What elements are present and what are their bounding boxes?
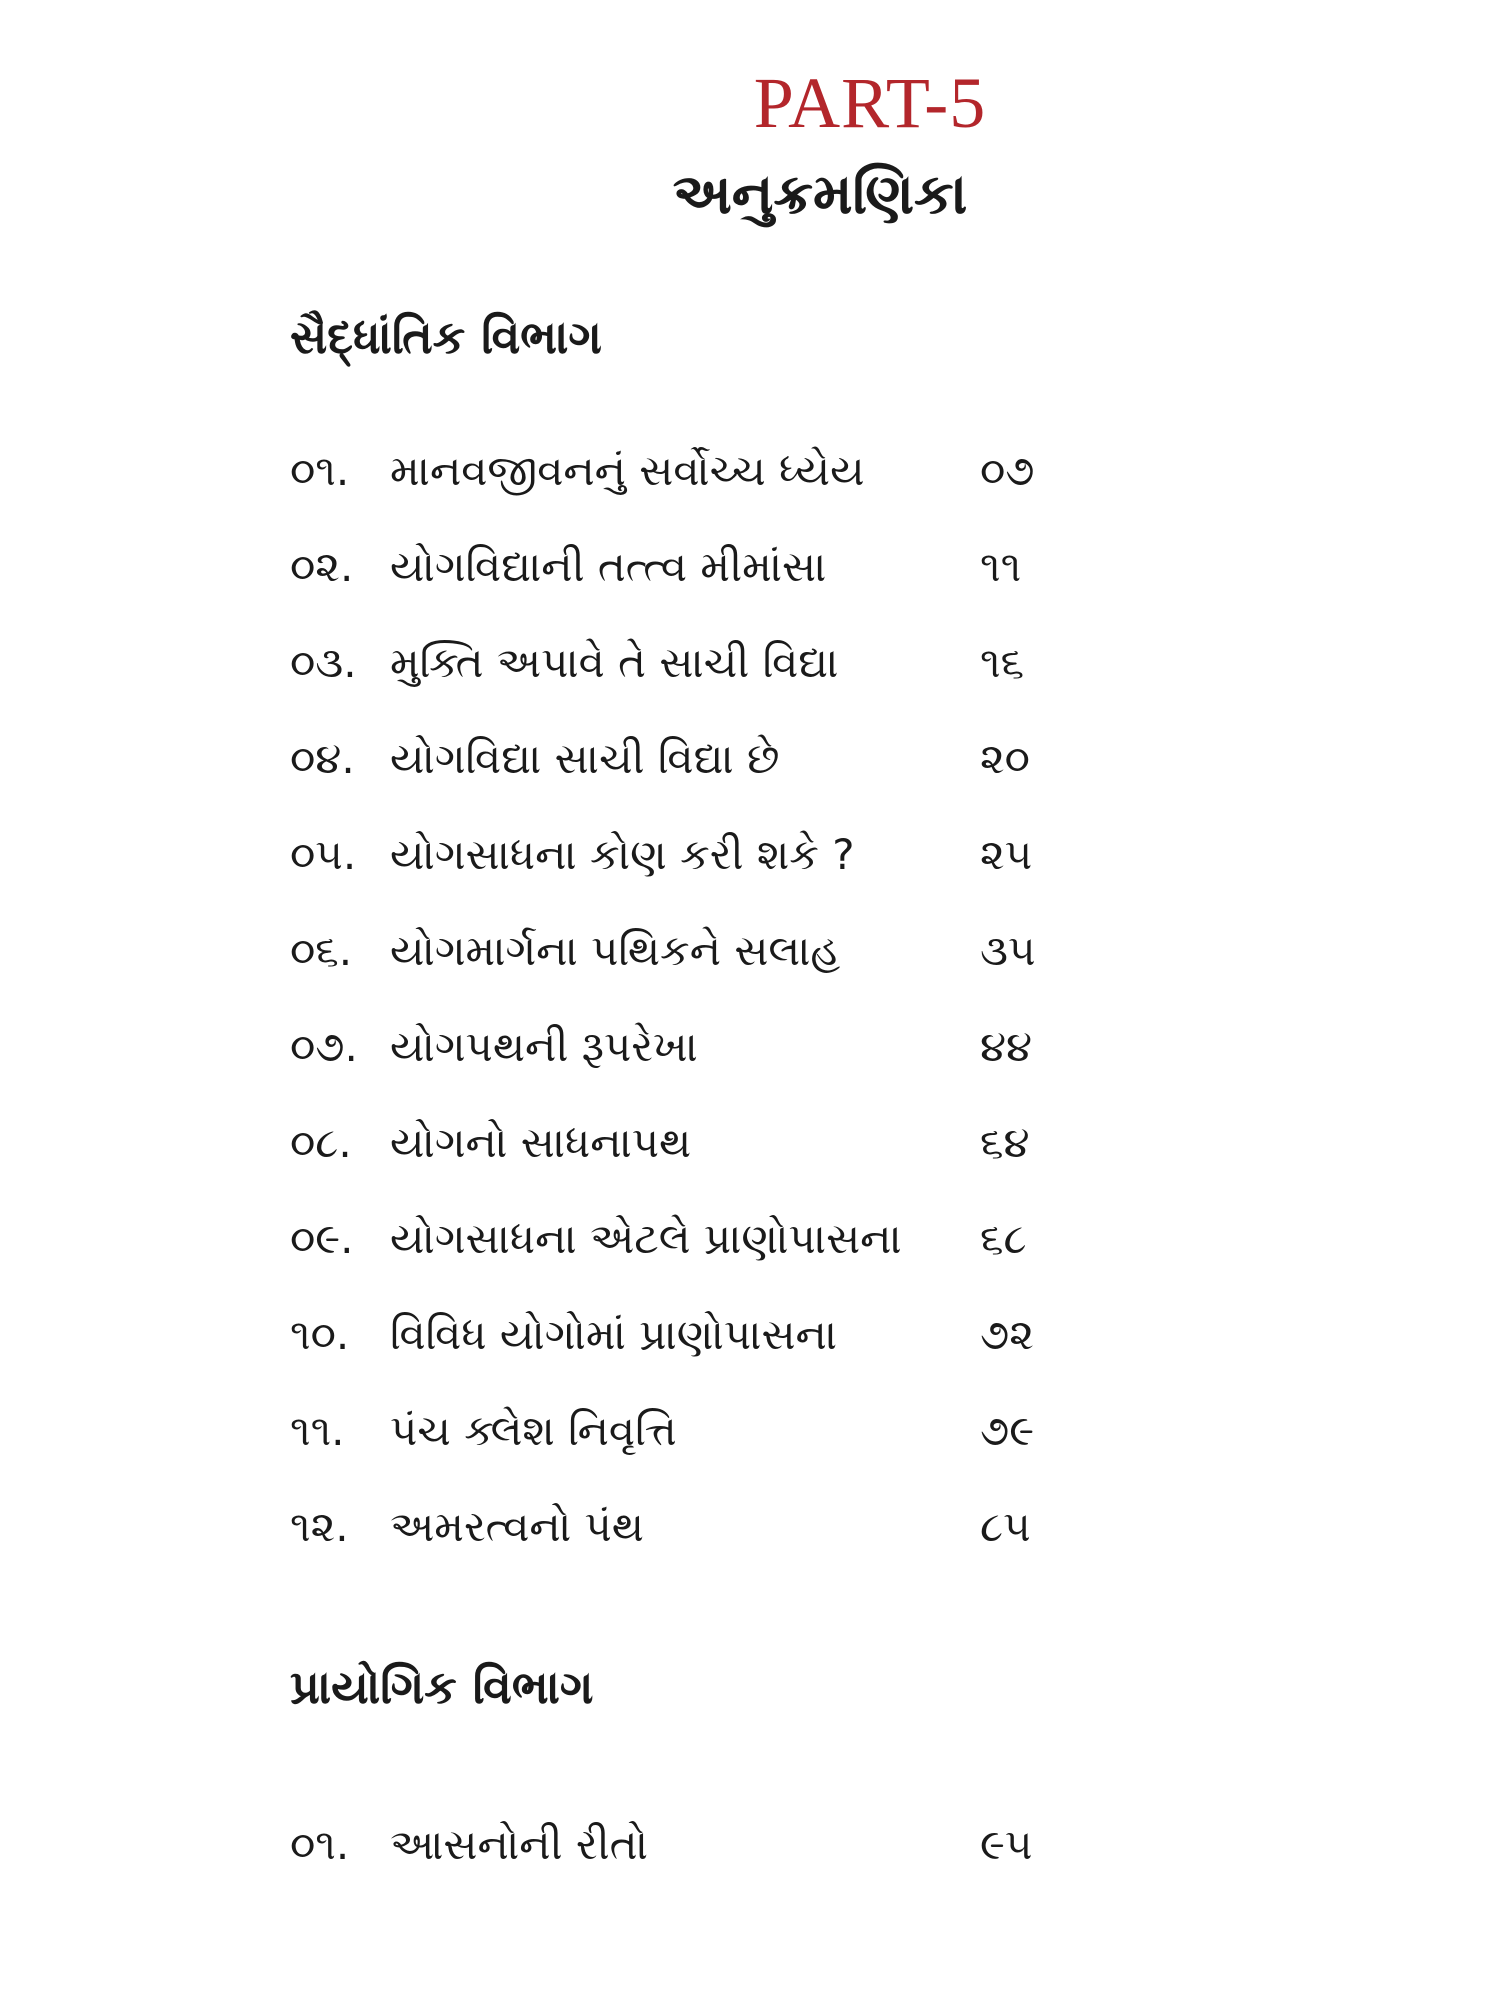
toc-entry-title: યોગવિદ્યા સાચી વિદ્યા છે [390, 734, 780, 783]
toc-entry-number: ૦૬. [290, 926, 353, 975]
toc-entry-page: ૨૫ [980, 830, 1033, 879]
toc-entry-title: અમરત્વનો પંથ [390, 1502, 645, 1551]
toc-entry-number: ૦૭. [290, 1022, 358, 1071]
toc-entry-title: યોગપથની રૂપરેખા [390, 1022, 698, 1071]
toc-entry[interactable] [290, 1191, 1090, 1287]
toc-entry[interactable] [290, 999, 1090, 1095]
toc-entry-number: ૦૫. [290, 830, 357, 879]
toc-list-theory [290, 423, 1090, 1575]
toc-entry-number: ૦૧. [290, 1820, 350, 1869]
toc-entry-number: ૦૩. [290, 638, 357, 687]
toc-entry-number: ૦૨. [290, 542, 354, 591]
toc-entry[interactable] [290, 519, 1090, 615]
toc-entry-page: ૬૮ [980, 1214, 1027, 1263]
toc-entry-title: મુક્તિ અપાવે તે સાચી વિદ્યા [390, 638, 839, 687]
toc-entry-page: ૬૪ [980, 1118, 1030, 1167]
toc-entry-number: ૦૮. [290, 1118, 352, 1167]
toc-entry-number: ૦૯. [290, 1214, 354, 1263]
toc-entry-page: ૩૫ [980, 926, 1036, 975]
toc-entry-number: ૦૪. [290, 734, 355, 783]
toc-entry-title: આસનોની રીતો [390, 1820, 648, 1869]
toc-entry-title: યોગવિદ્યાની તત્ત્વ મીમાંસા [390, 542, 827, 591]
toc-entry[interactable] [290, 1287, 1090, 1383]
toc-entry-page: ૭૯ [980, 1406, 1035, 1455]
toc-entry-page: ૦૭ [980, 446, 1035, 495]
toc-entry-page: ૯૫ [980, 1820, 1033, 1869]
toc-entry-title: પંચ ક્લેશ નિવૃત્તિ [390, 1406, 677, 1455]
toc-entry-title: વિવિધ યોગોમાં પ્રાણોપાસના [390, 1310, 838, 1359]
toc-entry[interactable] [290, 615, 1090, 711]
toc-entry-page: ૪૪ [980, 1022, 1033, 1071]
toc-entry[interactable] [290, 1383, 1090, 1479]
toc-entry-number: ૧૧. [290, 1406, 345, 1455]
toc-entry-page: ૧૧ [980, 542, 1022, 591]
toc-entry[interactable] [290, 1095, 1090, 1191]
toc-entry[interactable] [290, 903, 1090, 999]
toc-entry-number: ૦૧. [290, 446, 350, 495]
toc-entry-page: ૮૫ [980, 1502, 1031, 1551]
toc-entry-page: ૧૬ [980, 638, 1025, 687]
section-heading-practical: પ્રાયોગિક વિભાગ [290, 1660, 594, 1714]
toc-entry[interactable] [290, 423, 1090, 519]
toc-entry-title: યોગમાર્ગના પથિકને સલાહ [390, 926, 841, 975]
toc-list-practical [290, 1797, 1090, 1893]
section-heading-theory: સૈદ્ધાંતિક વિભાગ [290, 310, 602, 364]
toc-entry-title: માનવજીવનનું સર્વોચ્ચ ધ્યેય [390, 446, 865, 495]
page-title: અનુક્રમણિકા [672, 162, 968, 227]
part-title: PART-5 [753, 63, 987, 143]
toc-entry-page: ૨૦ [980, 734, 1030, 783]
toc-entry-page: ૭૨ [980, 1310, 1034, 1359]
toc-entry-title: યોગસાધના એટલે પ્રાણોપાસના [390, 1214, 902, 1263]
toc-entry-number: ૧૨. [290, 1502, 349, 1551]
toc-entry[interactable] [290, 711, 1090, 807]
toc-entry[interactable] [290, 1479, 1090, 1575]
toc-entry-title: યોગનો સાધનાપથ [390, 1118, 692, 1167]
toc-entry[interactable] [290, 1797, 1090, 1893]
toc-entry[interactable] [290, 807, 1090, 903]
toc-entry-title: યોગસાધના કોણ કરી શકે ? [390, 830, 855, 879]
toc-entry-number: ૧૦. [290, 1310, 350, 1359]
